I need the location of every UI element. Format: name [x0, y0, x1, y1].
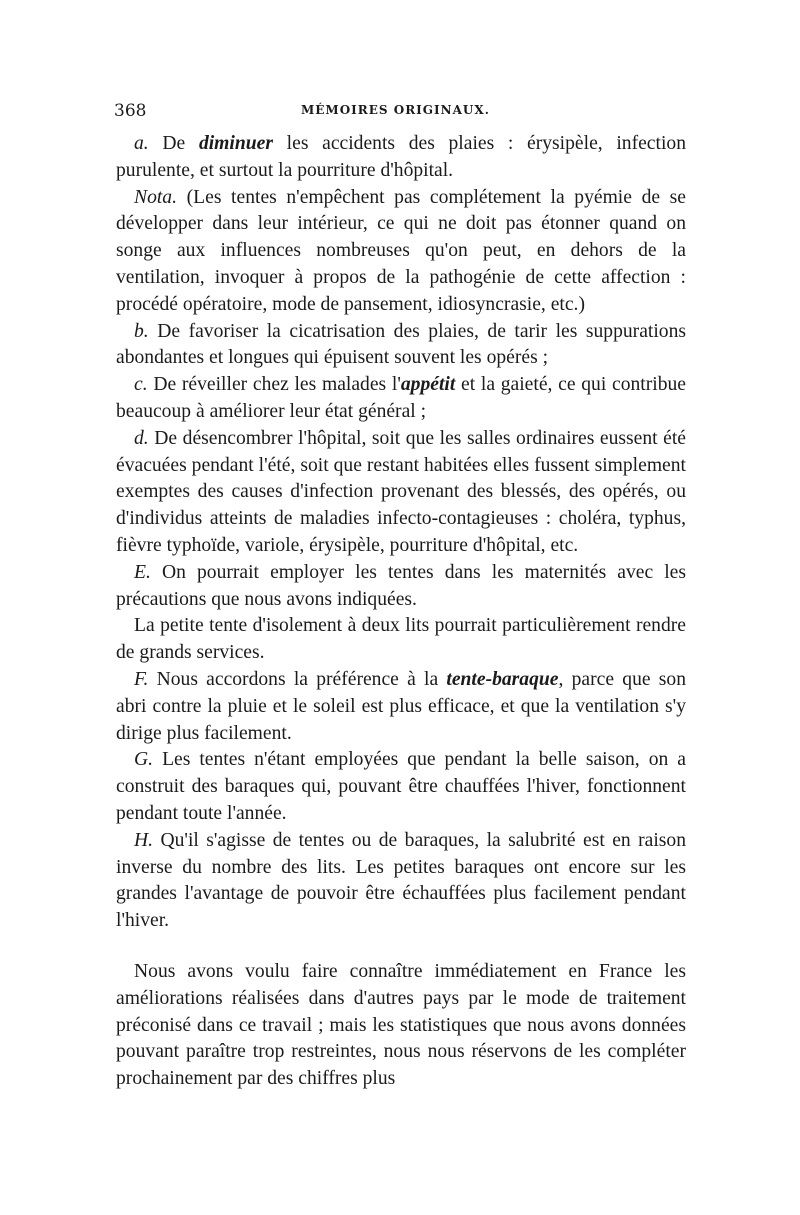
item-label: Nota. [134, 186, 178, 208]
text-run: les accidents des plaies : érysipèle, infection purulente, et surtout la pourriture d'hôpital. [116, 133, 686, 181]
running-title: MÉMOIRES ORIGINAUX. [301, 103, 490, 117]
page-header [114, 101, 684, 125]
isolation-tent-paragraph [116, 613, 686, 667]
text-run: Qu'il s'agisse de tentes ou de baraques, la salubrité est en raison inverse du nombre des lits. Les petites baraques ont encore sur les grandes l'avantage de pouvoir être échauffées plus facilement pendant l'hiver. [116, 829, 686, 932]
nota-paragraph [116, 185, 686, 319]
text-run: De désencombrer l'hôpital, soit que les salles ordinaires eussent été évacuées pendant l'été, soit que restant habitées elles fussent simplement exemptes des causes d'infection provenant des blessés, des opérés, ou d'individus atteints de maladies infecto-contagieuses : choléra, typhus, fièvre typhoïde, variole, érysipèle, pourriture d'hôpital, etc. [116, 427, 686, 556]
item-label: d. [134, 427, 149, 449]
item-label: F. [134, 668, 149, 690]
item-label: E. [134, 561, 151, 583]
text-run: La petite tente d'isolement à deux lits pourrait particulièrement rendre de grands services. [116, 615, 686, 664]
conclusion-paragraph [116, 959, 686, 1093]
body-text [116, 131, 686, 1093]
text-run: De réveiller chez les malades l' [147, 374, 401, 396]
text-run: Nous accordons la préférence à la [148, 668, 447, 690]
item-label: c. [134, 374, 148, 396]
item-label: b. [134, 320, 149, 342]
item-label: H. [134, 829, 154, 851]
emphasis: tente-baraque [446, 668, 559, 690]
text-run: , parce que son abri contre la pluie et le soleil est plus efficace, et que la ventilation s'y dirige plus facilement. [116, 668, 687, 744]
item-a-paragraph [116, 131, 686, 185]
item-c-paragraph [116, 372, 686, 426]
item-b-paragraph [116, 319, 686, 373]
item-f-paragraph [116, 667, 686, 747]
text-run: De [148, 133, 199, 154]
item-label: G. [134, 749, 154, 771]
text-run: On pourrait employer les tentes dans les maternités avec les précautions que nous avons indiquées. [116, 561, 686, 610]
emphasis: diminuer [198, 133, 273, 154]
page-number: 368 [114, 101, 147, 121]
emphasis: appétit [400, 374, 456, 396]
text-run: Nous avons voulu faire connaître immédiatement en France les améliorations réalisées dans d'autres pays par le mode de traitement préconisé dans ce travail ; mais les statistiques que nous avons données pouvant paraître trop restreintes, nous nous réservons de les compléter prochainement par des chiffres plus [116, 960, 686, 1090]
text-run: Les tentes n'étant employées que pendant la belle saison, on a construit des baraques qui, pouvant être chauffées l'hiver, fonctionnent pendant toute l'année. [116, 749, 686, 824]
item-e-paragraph [116, 560, 686, 614]
item-g-paragraph [116, 747, 686, 827]
item-h-paragraph [116, 828, 686, 935]
item-label: a. [134, 133, 149, 154]
item-d-paragraph [116, 426, 686, 560]
text-run: et la gaieté, ce qui contribue beaucoup à améliorer leur état général ; [116, 374, 686, 422]
text-run: (Les tentes n'empêchent pas complétement la pyémie de se développer dans leur intérieur, ce qui ne doit pas étonner quand on songe aux influences nombreuses qu'on peut, en dehors de la ventilation, invoquer à propos de la pathogénie de cette affection : procédé opératoire, mode de pansement, idiosyncrasie, etc.) [116, 186, 686, 315]
text-run: De favoriser la cicatrisation des plaies, de tarir les suppurations abondantes et longues qui épuisent souvent les opérés ; [116, 320, 686, 369]
